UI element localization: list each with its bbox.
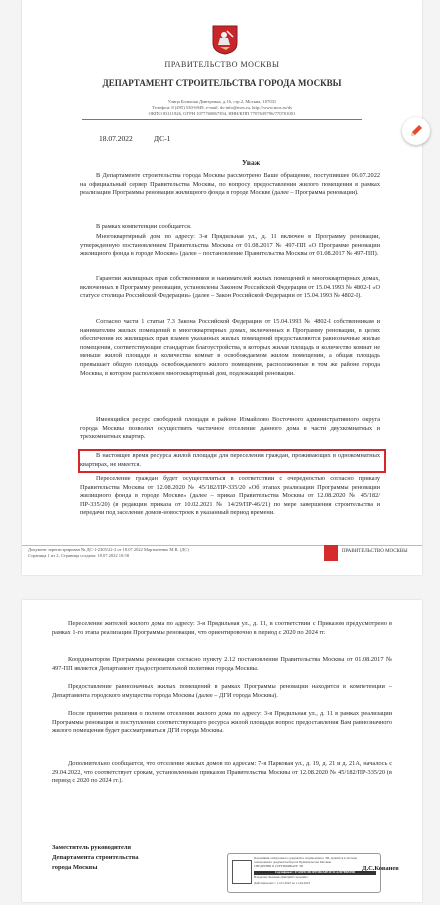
letter-date: 18.07.2022 [99, 134, 133, 143]
stamp-certificate: Сертификат: 47A9F5C0D1EE5B2A0E1F3CA2D7B6E49D [254, 871, 376, 875]
edit-button[interactable] [402, 117, 430, 145]
letterhead-department: ДЕПАРТАМЕНТ СТРОИТЕЛЬСТВА ГОРОДА МОСКВЫ [102, 78, 342, 88]
signatory-title-line: Заместитель руководителя [52, 844, 132, 851]
stamp-owner: Владелец: Кованев Дмитрий Сергеевич [254, 875, 308, 879]
letterhead-address: Улица Большая Дмитровка, д.16, стр.2, Москва, 107031 [167, 99, 277, 104]
paragraph: Имеющийся ресурс свободной площади в районе Измайлово Восточного административного округа города Москвы позволил осуществить частичное отселение данного дома в части двухкомнатных и трехкомнатных квартир. [80, 416, 380, 441]
paragraph: Гарантии жилищных прав собственников и нанимателей жилых помещений в многоквартирных домах, включенных в Программу реновации, установлены Законом Российской Федерации от 15.04.1993 № 4802-I «О статусе столицы Российской Федерации» (далее – Закон Российской Федерации от 15.04.1993 № 4802-I). [80, 275, 380, 300]
paragraph: Координатором Программы реновации согласно пункту 2.12 постановления Правительства Москвы от 01.08.2017 № 497-ПП является Департамент градостроительной политики города Москвы. [52, 656, 392, 672]
highlighted-paragraph: В настоящее время ресурса жилой площади для переселения граждан, проживающих в однокомнатных квартирах, не имеется. [80, 452, 380, 468]
moscow-logo-icon [324, 545, 338, 561]
paragraph: Переселение граждан будет осуществляться в соответствии с очередностью согласно приказу Правительства Москвы от 12.08.2020 № 45/182/ПР-335/20 «Об этапах реализации Программы реновации жилищного фонда в городе Москве» (далее – приказ Правительства Москвы от 12.08.2020 № 45/182/ПР-335/20) (в редакции приказа от 10.02.2021 № 14/29/ПР-46/21) по мере завершения строительства и передачи под заселение домов-новостроек в указанный период времени. [80, 475, 380, 517]
signatory-title-line: Департамента строительства [52, 854, 139, 861]
signatory-title-line: города Москвы [52, 864, 98, 871]
letter-reg-number: ДС-1 [154, 134, 171, 143]
paragraph: Предоставление равнозначных жилых помещений в рамках Программы реновации находится в компетенции – Департамента городского имущества города Москвы (далее – ДГИ города Москвы). [52, 683, 392, 699]
electronic-signature-stamp [227, 853, 381, 893]
paragraph: В рамках компетенции сообщается. [96, 223, 192, 230]
paragraph: После принятия решения о полном отселении жилого дома по адресу: 3-я Прядильная ул., д. 11 в рамках реализации Программы реновации и поступлении соответствующего ресурса жилой площади вопрос предоставления Вам равнозначного жилого помещения будет рассматриваться ДГИ города Москвы. [52, 710, 392, 735]
paragraph: Многоквартирный дом по адресу: 3-я Прядильная ул., д. 11 включен в Программу реновации, утвержденную постановлением Правительства Москвы от 01.08.2017 № 497-ПП «О Программе реновации жилищного фонда в городе Москве» (далее – постановление Правительства Москвы от 01.08.2017 № 497-ПП). [80, 233, 380, 258]
letter-page-2 [22, 600, 422, 902]
moscow-coat-of-arms-icon [212, 25, 238, 55]
signatory-name: Д.С.Кованев [362, 865, 399, 872]
stamp-heading: СВЕДЕНИЯ О СЕРТИФИКАТЕ ЭП [254, 864, 304, 868]
paragraph: В Департаменте строительства города Москвы рассмотрено Ваше обращение, поступившее 06.07.2022 на официальный сервер Правительства Москвы, по вопросу предоставления жилого помещения в рамках реализации Программы реновации жилищного фонда в городе Москве (далее – Программа реновации). [80, 172, 380, 197]
red-highlight-box [78, 449, 386, 473]
signatory-title [52, 843, 138, 873]
footer-page-info: Страница 1 из 2, Страница создана: 18.07.2022 10:58 [28, 553, 129, 558]
footer-divider [22, 545, 422, 546]
footer-logo-text: ПРАВИТЕЛЬСТВО МОСКВЫ [342, 549, 408, 554]
paragraph: Дополнительно сообщается, что отселение жилых домов по адресам: 7-я Парковая ул., д. 19, д. 21 и д. 21А, началось с 29.04.2022, что соответствует срокам, установленным приказом Правительства Москвы от 12.08.2020 № 45/182/ПР-335/20 (в период с 2020 по 2024 гг.). [52, 760, 392, 785]
stamp-note: Подлинник электронного документа, подписанного ЭП, хранится в системе электронного документооборота Правительства Москвы. [254, 856, 358, 864]
letter-page-1 [22, 0, 422, 575]
pencil-icon [402, 117, 430, 145]
paragraph: Переселение жителей жилого дома по адресу: 3-я Прядильная ул., д. 11, в соответствии с Приказом предусмотрено в рамках 1-го этапа реализации Программы реновации, что ориентировочно в период с 2020 по 2024 гг. [52, 620, 392, 636]
stamp-validity: Действителен: с 11.01.2022 по 11.04.2023 [254, 881, 311, 885]
footer-registration: Документ зарегистрирован № ДС-1-2305/22-2 от 18.07.2022 Мартыненко М.В. (ДС) [28, 547, 189, 552]
letterhead-phone: Телефон: 8 (495) 530-6949, e-mail: ds-info@mos.ru, http://www.mos.ru/ds [152, 105, 292, 110]
stamp-emblem-icon [232, 860, 252, 884]
letterhead-divider [82, 119, 362, 120]
greeting: Уваж [242, 158, 261, 167]
letterhead-codes: ОКПО 83111926, ОГРН 1077760867394, ИНН/КПП 7707639796/770701001 [148, 111, 296, 116]
letterhead-org: ПРАВИТЕЛЬСТВО МОСКВЫ [164, 60, 280, 69]
paragraph: Согласно части 1 статьи 7.3 Закона Российской Федерации от 15.04.1993 № 4802-I собственникам и нанимателям жилых помещений в многоквартирных домах, включенных в Программу реновации, в целях обеспечения их жилищных прав взамен указанных жилых помещений предоставляются равнозначные жилые помещения, соответствующие стандартам благоустройства, в которых жилая площадь и количество комнат не меньше жилой площади и количества комнат в освобождаемом жилом помещении, а общая площадь превышает общую площадь освобождаемого жилого помещения, расположенные в том же районе города Москвы, в котором расположен многоквартирный дом, подлежащий реновации. [80, 318, 380, 377]
